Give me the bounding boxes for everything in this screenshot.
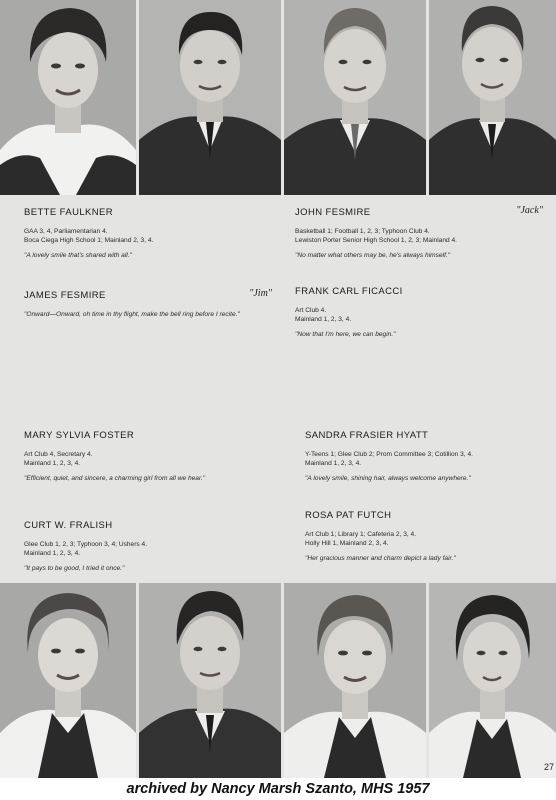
student-entry xyxy=(305,430,545,483)
portrait-curt-w-fralish xyxy=(284,583,426,778)
activity-line: Mainland 1, 2, 3, 4. xyxy=(24,550,81,557)
student-entry xyxy=(305,510,545,563)
student-activities xyxy=(24,450,274,468)
student-quote: "Now that I'm here, we can begin." xyxy=(295,331,396,338)
student-activities xyxy=(295,306,535,324)
student-nickname: "Jack" xyxy=(516,205,543,216)
student-name: JAMES FESMIRE xyxy=(24,290,106,301)
student-name: ROSA PAT FUTCH xyxy=(305,510,392,521)
activity-line: GAA 3, 4, Parliamentarian 4. xyxy=(24,228,108,235)
student-quote: "Onward—Onward, oh time in thy flight, make the bell ring before I recite." xyxy=(24,311,240,318)
student-name: MARY SYLVIA FOSTER xyxy=(24,430,135,441)
student-activities xyxy=(305,530,545,548)
activity-line: Art Club 4. xyxy=(295,307,327,314)
student-name: CURT W. FRALISH xyxy=(24,520,113,531)
student-name: JOHN FESMIRE xyxy=(295,207,371,218)
student-entry xyxy=(24,207,264,260)
student-entry xyxy=(24,430,274,483)
student-quote: "A lovely smile that's shared with all." xyxy=(24,252,132,259)
activity-line: Holly Hill 1, Mainland 2, 3, 4. xyxy=(305,540,389,547)
student-entry xyxy=(295,207,543,260)
student-name: SANDRA FRASIER HYATT xyxy=(305,430,429,441)
student-quote: "A lovely smile, shining hair, always welcome anywhere." xyxy=(305,475,471,482)
activity-line: Glee Club 1, 2, 3; Typhoon 3, 4; Ushers 4. xyxy=(24,541,148,548)
student-entry xyxy=(24,290,272,319)
student-activities xyxy=(295,227,543,245)
page-number: 27 xyxy=(543,762,554,772)
student-name: BETTE FAULKNER xyxy=(24,207,114,218)
archive-caption: archived by Nancy Marsh Szanto, MHS 1957 xyxy=(126,781,430,797)
bottom-portrait-row xyxy=(0,583,556,778)
activity-line: Art Club 1; Library 1; Cafeteria 2, 3, 4. xyxy=(305,531,417,538)
portrait-bette-faulkner xyxy=(0,0,136,195)
portrait-mary-sylvia-foster xyxy=(0,583,136,778)
activity-line: Boca Ciega High School 1; Mainland 2, 3, 4. xyxy=(24,237,154,244)
activity-line: Art Club 4, Secretary 4. xyxy=(24,451,93,458)
student-name: FRANK CARL FICACCI xyxy=(295,286,403,297)
activity-line: Mainland 1, 2, 3, 4. xyxy=(24,460,81,467)
activity-line: Mainland 1, 2, 3, 4. xyxy=(305,460,362,467)
activity-line: Basketball 1; Football 1, 2, 3; Typhoon Club 4. xyxy=(295,228,430,235)
portrait-john-fesmire xyxy=(139,0,281,195)
student-activities xyxy=(24,540,264,558)
activity-line: Lewiston Porter Senior High School 1, 2, 3; Mainland 4. xyxy=(295,237,458,244)
portrait-james-fesmire xyxy=(284,0,426,195)
activity-line: Mainland 1, 2, 3, 4. xyxy=(295,316,352,323)
activity-line: Y-Teens 1; Glee Club 2; Prom Committee 3; Cotillion 3, 4. xyxy=(305,451,473,458)
student-quote: "It pays to be good, I tried it once." xyxy=(24,565,125,572)
student-activities xyxy=(24,227,264,245)
student-quote: "Efficient, quiet, and sincere, a charming girl from all we hear." xyxy=(24,475,206,482)
portrait-frank-carl-ficacci xyxy=(429,0,556,195)
student-entry xyxy=(24,520,264,573)
student-quote: "No matter what others may be, he's always himself." xyxy=(295,252,451,259)
student-quote: "Her gracious manner and charm depict a lady fair." xyxy=(305,555,456,562)
portrait-rosa-pat-futch xyxy=(429,583,556,778)
portrait-sandra-frasier-hyatt xyxy=(139,583,281,778)
student-nickname: "Jim" xyxy=(249,288,272,299)
top-portrait-row xyxy=(0,0,556,195)
student-activities xyxy=(305,450,545,468)
student-entry xyxy=(295,286,535,339)
